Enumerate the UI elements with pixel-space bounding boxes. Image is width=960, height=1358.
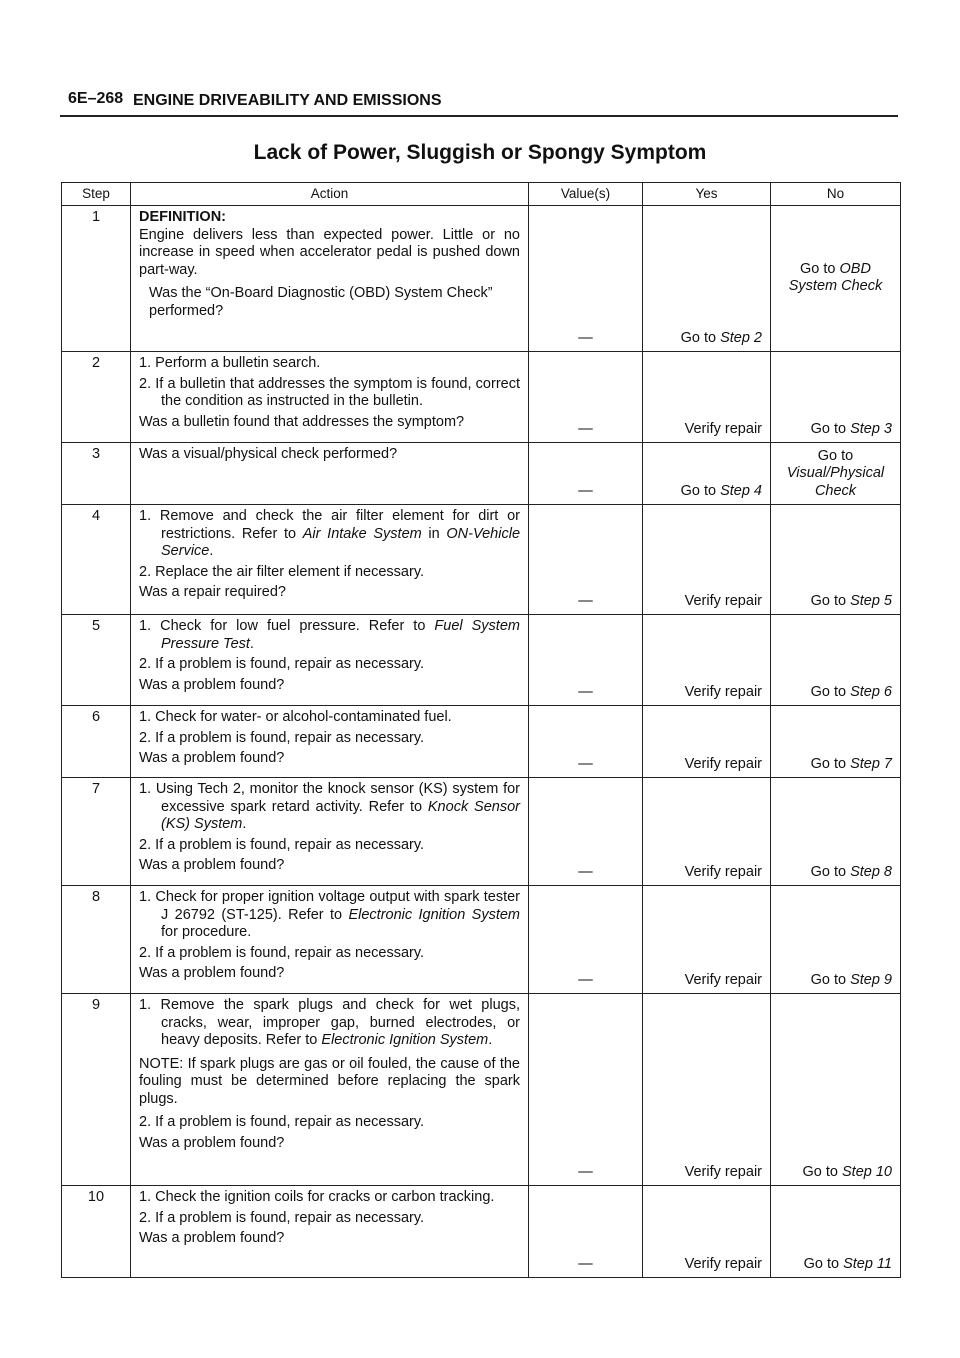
no-link[interactable]: Step 6 (850, 683, 892, 700)
action-item (139, 781, 520, 834)
table-row (62, 352, 901, 443)
yes-link[interactable]: Step 2 (720, 329, 762, 346)
value-cell: — (529, 505, 643, 615)
action-item: 1. Perform a bulletin search. (139, 355, 321, 371)
action-cell (131, 706, 529, 778)
no-prefix: Go to (810, 971, 851, 988)
no-cell (771, 206, 901, 352)
no-cell (771, 706, 901, 778)
question: Was a problem found? (139, 965, 285, 981)
yes-cell: Verify repair (643, 886, 771, 994)
action-item (139, 889, 520, 942)
action-cell (131, 778, 529, 886)
no-prefix: Go to (810, 683, 851, 700)
page-title: Lack of Power, Sluggish or Spongy Symptom (253, 141, 707, 164)
no-cell (771, 994, 901, 1186)
action-item: 1. Check the ignition coils for cracks or carbon tracking. (139, 1189, 495, 1205)
diagnostic-table (61, 182, 901, 1278)
yes-cell (643, 206, 771, 352)
no-prefix: Go to (800, 260, 840, 277)
no-prefix: Go to (810, 592, 851, 609)
action-cell (131, 886, 529, 994)
no-link[interactable]: OBD System Check (788, 260, 883, 294)
step-number: 3 (62, 443, 131, 505)
yes-cell: Verify repair (643, 994, 771, 1186)
reference-link[interactable]: Electronic Ignition System (321, 1032, 489, 1048)
yes-cell: Verify repair (643, 505, 771, 615)
action-text: 1. Remove and check the air filter element for dirt or restrictions. Refer to (139, 508, 520, 542)
question: Was a problem found? (139, 750, 285, 766)
action-text: 1. Check for proper ignition voltage output with spark tester J 26792 (ST-125). Refer to (139, 889, 520, 923)
yes-cell: Verify repair (643, 778, 771, 886)
action-text: . (488, 1032, 493, 1048)
action-item: 2. If a problem is found, repair as necessary. (139, 1209, 425, 1226)
table-row (62, 706, 901, 778)
table-row (62, 886, 901, 994)
action-text: . (249, 635, 254, 652)
yes-prefix: Go to (680, 482, 721, 499)
yes-cell: Verify repair (643, 615, 771, 706)
action-item: 2. If a problem is found, repair as necessary. (139, 944, 425, 961)
value-cell: — (529, 706, 643, 778)
no-link[interactable]: Step 8 (850, 863, 892, 880)
action-text: 1. Remove the spark plugs and check for wet plugs, cracks, wear, improper gap, burned electrodes, or heavy deposits. Refer to (139, 997, 520, 1048)
no-link[interactable]: Step 10 (842, 1163, 892, 1180)
no-cell (771, 615, 901, 706)
step-number: 10 (62, 1186, 131, 1278)
definition-text: Engine delivers less than expected power. Little or no increase in speed when accelerator pedal is pushed down part-way. (139, 226, 520, 278)
step-number: 5 (62, 615, 131, 706)
column-header-values: Value(s) (529, 183, 643, 206)
action-text: in (421, 525, 447, 542)
step-number: 8 (62, 886, 131, 994)
reference-link[interactable]: ON-Vehicle Service (161, 525, 521, 559)
action-item: 2. If a bulletin that addresses the symptom is found, correct the condition as instructed in the bulletin. (139, 375, 520, 409)
no-link[interactable]: Step 3 (850, 420, 892, 437)
table-row (62, 206, 901, 352)
no-cell (771, 443, 901, 505)
question: Was a problem found? (139, 1134, 285, 1151)
question: Was a problem found? (139, 1230, 285, 1246)
action-text: 1. Check for low fuel pressure. Refer to (139, 618, 435, 634)
yes-prefix: Go to (680, 329, 721, 346)
no-link[interactable]: Step 5 (850, 592, 892, 609)
step-number: 6 (62, 706, 131, 778)
yes-cell (643, 443, 771, 505)
no-prefix: Go to (810, 755, 851, 772)
reference-link[interactable]: Electronic Ignition System (348, 906, 520, 923)
action-cell (131, 206, 529, 352)
no-cell (771, 1186, 901, 1278)
no-prefix: Go to (803, 1255, 844, 1272)
action-item: 2. If a problem is found, repair as necessary. (139, 836, 425, 853)
action-item (139, 618, 520, 653)
section-title: ENGINE DRIVEABILITY AND EMISSIONS (133, 92, 442, 109)
no-cell (771, 352, 901, 443)
question: Was a bulletin found that addresses the symptom? (139, 413, 465, 430)
value-cell: — (529, 615, 643, 706)
table-row (62, 994, 901, 1186)
value-cell: — (529, 352, 643, 443)
yes-cell: Verify repair (643, 352, 771, 443)
note-text: NOTE: If spark plugs are gas or oil fouled, the cause of the fouling must be determined before replacing the spark plugs. (139, 1055, 520, 1107)
no-prefix: Go to (810, 863, 851, 880)
section-code: 6E–268 (68, 90, 124, 107)
table-row (62, 1186, 901, 1278)
action-item: 2. If a problem is found, repair as necessary. (139, 729, 425, 746)
question: Was a problem found? (139, 676, 285, 693)
action-text: . (209, 543, 214, 559)
action-item: 2. Replace the air filter element if necessary. (139, 563, 425, 580)
value-cell: — (529, 778, 643, 886)
column-header-yes: Yes (643, 183, 771, 206)
action-text: . (242, 816, 247, 832)
value-cell: — (529, 443, 643, 505)
action-cell (131, 615, 529, 706)
question: Was a visual/physical check performed? (139, 446, 398, 462)
action-cell (131, 443, 529, 505)
no-cell (771, 886, 901, 994)
no-link[interactable]: Visual/Physical Check (786, 465, 885, 499)
action-text: 1. Using Tech 2, monitor the knock sensor (KS) system for excessive spark retard activity. Refer to (139, 781, 520, 815)
no-link[interactable]: Step 11 (843, 1255, 892, 1272)
value-cell: — (529, 206, 643, 352)
reference-link[interactable]: Air Intake System (302, 525, 422, 542)
question: Was a problem found? (139, 857, 285, 873)
table-row (62, 443, 901, 505)
no-link[interactable]: Step 9 (850, 971, 892, 988)
reference-link[interactable]: Knock Sensor (KS) System (161, 798, 520, 832)
definition-label: DEFINITION: (139, 209, 226, 225)
step-number: 4 (62, 505, 131, 615)
table-row (62, 778, 901, 886)
action-text: for procedure. (161, 924, 252, 940)
table-row (62, 505, 901, 615)
no-prefix: Go to (817, 447, 854, 464)
column-header-action: Action (131, 183, 529, 206)
value-cell: — (529, 1186, 643, 1278)
yes-cell: Verify repair (643, 1186, 771, 1278)
no-prefix: Go to (810, 420, 851, 437)
no-prefix: Go to (802, 1163, 842, 1180)
table-header-row (62, 183, 901, 206)
step-number: 2 (62, 352, 131, 443)
value-cell: — (529, 994, 643, 1186)
step-number: 7 (62, 778, 131, 886)
action-cell (131, 1186, 529, 1278)
column-header-no: No (771, 183, 901, 206)
header-divider (60, 115, 898, 117)
action-cell (131, 994, 529, 1186)
action-item (139, 508, 520, 561)
question: Was a repair required? (139, 584, 286, 600)
column-header-step: Step (62, 183, 131, 206)
action-item (139, 997, 520, 1050)
step-number: 1 (62, 206, 131, 352)
no-cell (771, 505, 901, 615)
yes-link[interactable]: Step 4 (720, 482, 762, 499)
question: Was the “On-Board Diagnostic (OBD) System Check” performed? (149, 285, 493, 319)
value-cell: — (529, 886, 643, 994)
action-item: 2. If a problem is found, repair as necessary. (139, 1114, 425, 1130)
action-cell (131, 505, 529, 615)
no-cell (771, 778, 901, 886)
no-link[interactable]: Step 7 (850, 755, 892, 772)
action-item: 1. Check for water- or alcohol-contaminated fuel. (139, 709, 452, 725)
action-item: 2. If a problem is found, repair as necessary. (139, 656, 425, 672)
action-cell (131, 352, 529, 443)
step-number: 9 (62, 994, 131, 1186)
reference-link[interactable]: Fuel System Pressure Test (161, 618, 520, 652)
yes-cell: Verify repair (643, 706, 771, 778)
table-row (62, 615, 901, 706)
